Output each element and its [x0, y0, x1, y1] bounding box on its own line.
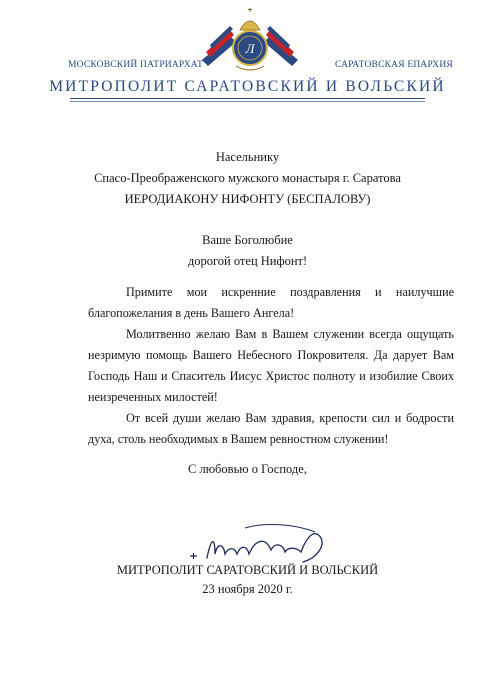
addressee-line-1: Насельнику	[215, 150, 280, 164]
letterhead-divider	[70, 98, 425, 99]
letterhead-divider-thin	[70, 101, 425, 102]
body-paragraph-1: Примите мои искренние поздравления и наилучшие благопожелания в день Вашего Ангела!	[88, 285, 454, 320]
signatory-name: МИТРОПОЛИТ САРАТОВСКИЙ И ВОЛЬСКИЙ	[116, 563, 379, 577]
closing-line: С любовью о Господе,	[188, 462, 307, 476]
greeting-line-1: Ваше Боголюбие	[202, 233, 293, 247]
handwritten-signature-icon	[185, 518, 335, 568]
greeting-line-2: дорогой отец Нифонт!	[187, 254, 308, 268]
letterhead-left-text: МОСКОВСКИЙ ПАТРИАРХАТ	[68, 60, 204, 70]
letterhead-title: МИТРОПОЛИТ САРАТОВСКИЙ И ВОЛЬСКИЙ	[49, 78, 446, 95]
coat-of-arms-icon	[200, 8, 300, 78]
letterhead-right-text: САРАТОВСКАЯ ЕПАРХИЯ	[335, 60, 453, 70]
svg-text:Л: Л	[245, 41, 255, 56]
addressee-line-3: ИЕРОДИАКОНУ НИФОНТУ (БЕСПАЛОВУ)	[124, 192, 371, 206]
addressee-line-2: Спасо-Преображенского мужского монастыря г. Саратова	[94, 171, 401, 185]
body-paragraph-2: Молитвенно желаю Вам в Вашем служении всегда ощущать незримую помощь Вашего Небесного Покровителя. Да дарует Вам Господь Наш и Спаситель Иисус Христос полноту и изобилие Своих неизреченных милостей!	[88, 327, 454, 404]
letter-date: 23 ноября 2020 г.	[202, 582, 293, 596]
body-paragraph-3: От всей души желаю Вам здравия, крепости сил и бодрости духа, столь необходимых в Вашем ревностном служении!	[88, 411, 454, 446]
